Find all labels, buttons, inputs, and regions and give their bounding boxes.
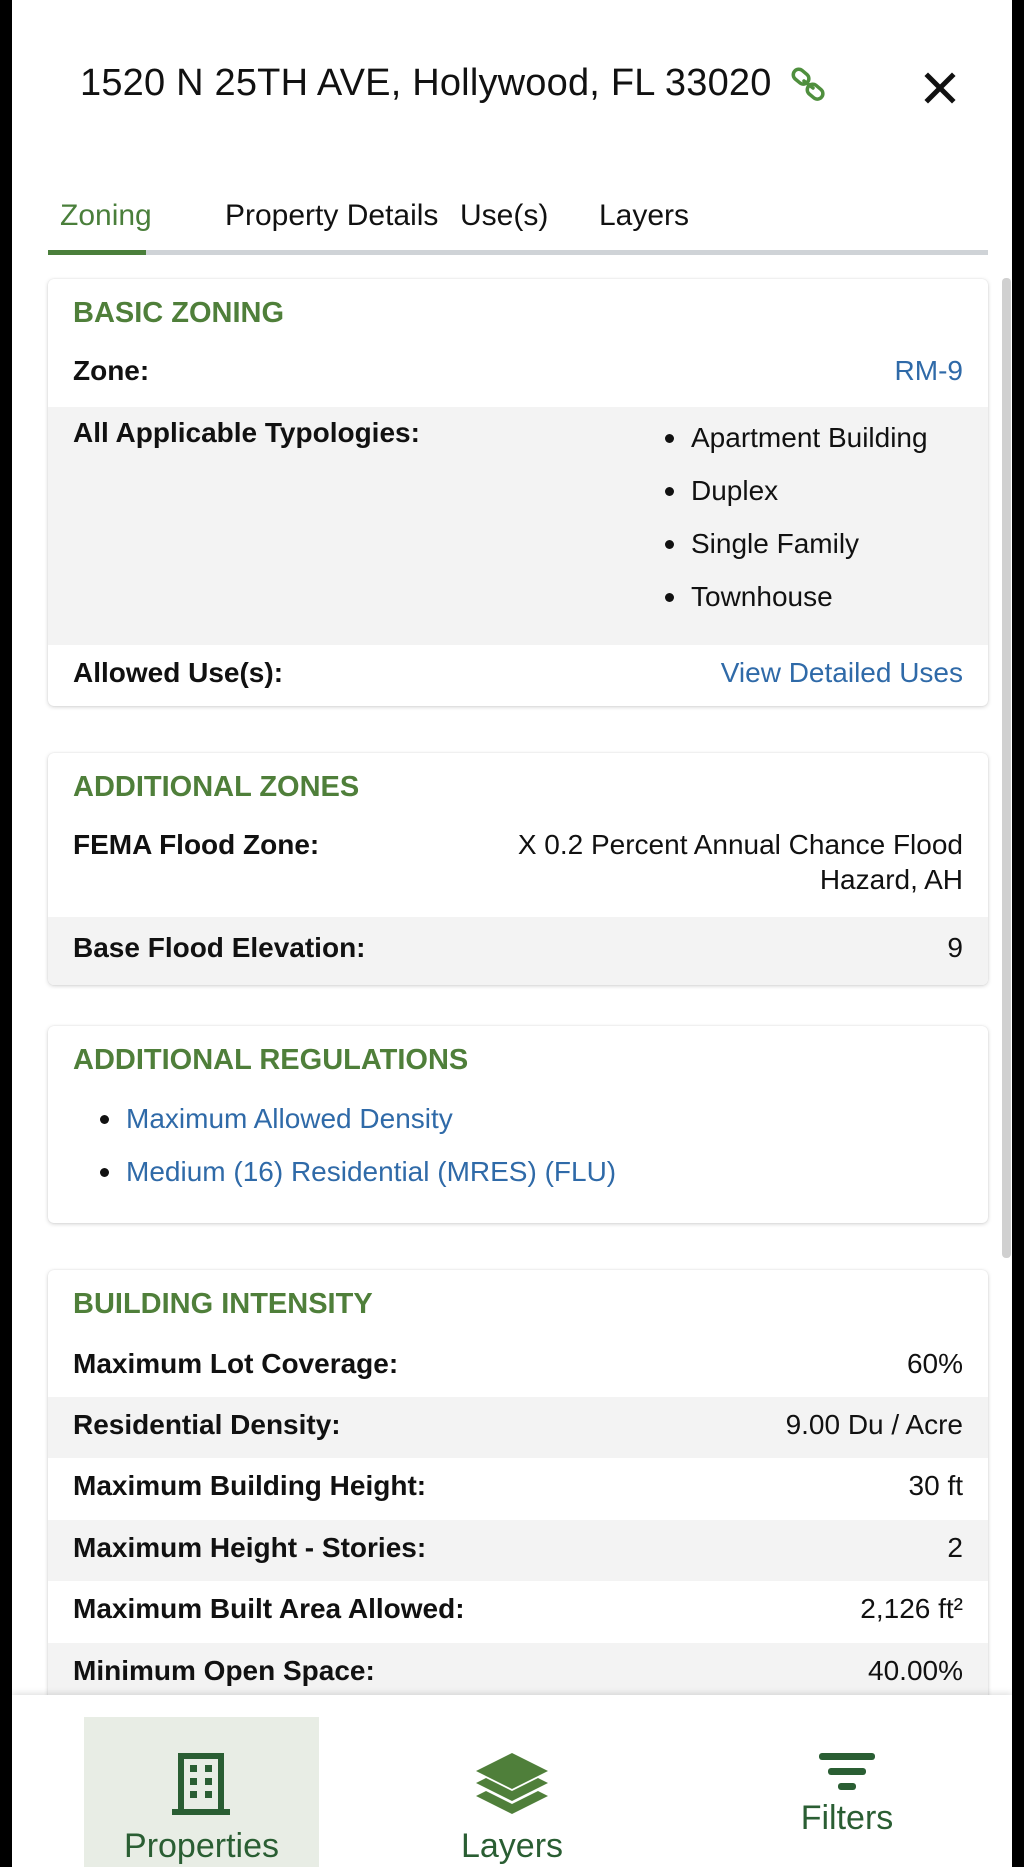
- tab-bar: [48, 195, 988, 255]
- property-address: 1520 N 25TH AVE, Hollywood, FL 33020: [80, 62, 772, 104]
- link-icon[interactable]: [790, 66, 828, 104]
- additional-zones-card: [48, 753, 988, 985]
- filter-icon: [819, 1751, 875, 1799]
- lot-coverage-label: Maximum Lot Coverage:: [73, 1348, 399, 1379]
- built-area-label: Maximum Built Area Allowed:: [73, 1593, 465, 1624]
- table-row: [48, 1397, 988, 1458]
- table-row: [48, 1581, 988, 1643]
- height-stories-label: Maximum Height - Stories:: [73, 1532, 427, 1563]
- layers-icon: [474, 1751, 550, 1817]
- nav-properties[interactable]: [84, 1717, 319, 1867]
- zone-value-link[interactable]: RM-9: [894, 355, 963, 386]
- header: [12, 0, 1012, 170]
- nav-properties-label: Properties: [124, 1827, 279, 1865]
- bottom-nav: [12, 1695, 1012, 1867]
- lot-coverage-value: 60%: [906, 1348, 963, 1379]
- typologies-label: All Applicable Typologies:: [73, 417, 420, 448]
- additional-regulations-card: [48, 1026, 988, 1223]
- table-row: [48, 1336, 988, 1397]
- fema-flood-zone-row: [48, 819, 988, 917]
- regulation-link-max-density[interactable]: Maximum Allowed Density: [98, 1092, 963, 1145]
- table-row: [48, 1520, 988, 1581]
- list-item: Apartment Building: [663, 411, 963, 464]
- tab-zoning[interactable]: Zoning: [60, 199, 152, 232]
- fema-flood-zone-value: [518, 827, 963, 897]
- list-item: Single Family: [663, 517, 963, 570]
- table-row: [48, 1458, 988, 1520]
- typologies-list: [663, 411, 963, 623]
- close-icon[interactable]: [918, 66, 962, 110]
- height-stories-value: 2: [947, 1532, 963, 1563]
- app-screen: [12, 0, 1012, 1867]
- building-icon: [172, 1751, 230, 1817]
- active-tab-indicator: [48, 250, 146, 255]
- regulations-list: [48, 1092, 988, 1198]
- additional-zones-title: ADDITIONAL ZONES: [73, 771, 360, 803]
- building-height-value: 30 ft: [908, 1470, 963, 1501]
- tab-layers[interactable]: Layers: [599, 199, 690, 232]
- allowed-uses-label: Allowed Use(s):: [73, 657, 284, 688]
- fema-flood-zone-value-line2: Hazard, AH: [819, 864, 963, 895]
- base-flood-elevation-label: Base Flood Elevation:: [73, 932, 366, 963]
- base-flood-elevation-value: 9: [947, 932, 963, 963]
- building-intensity-title: BUILDING INTENSITY: [73, 1288, 373, 1320]
- zone-label: Zone:: [73, 355, 150, 386]
- regulation-link-mres[interactable]: Medium (16) Residential (MRES) (FLU): [98, 1145, 963, 1198]
- residential-density-value: 9.00 Du / Acre: [785, 1409, 963, 1440]
- built-area-value: 2,126 ft²: [860, 1593, 963, 1624]
- allowed-uses-row: [48, 645, 988, 706]
- zoning-content[interactable]: [12, 275, 1012, 1695]
- typologies-row: [48, 407, 988, 645]
- open-space-label: Minimum Open Space:: [73, 1655, 375, 1686]
- tab-property-details[interactable]: Property Details: [225, 199, 439, 232]
- view-detailed-uses-link[interactable]: View Detailed Uses: [720, 657, 963, 688]
- open-space-value: 40.00%: [868, 1655, 963, 1686]
- nav-filters-label: Filters: [800, 1799, 894, 1837]
- residential-density-label: Residential Density:: [73, 1409, 341, 1440]
- additional-regulations-title: ADDITIONAL REGULATIONS: [73, 1044, 469, 1076]
- building-intensity-card: [48, 1270, 988, 1695]
- basic-zoning-title: BASIC ZONING: [73, 297, 285, 329]
- fema-flood-zone-value-line1: X 0.2 Percent Annual Chance Flood: [517, 829, 963, 860]
- base-flood-elevation-row: [48, 917, 988, 985]
- building-height-label: Maximum Building Height:: [73, 1470, 427, 1501]
- nav-layers[interactable]: [412, 1717, 612, 1867]
- list-item: Duplex: [663, 464, 963, 517]
- tab-uses[interactable]: Use(s): [460, 199, 549, 232]
- table-row: [48, 1643, 988, 1695]
- nav-layers-label: Layers: [460, 1827, 564, 1865]
- nav-filters[interactable]: [747, 1717, 947, 1867]
- list-item: Townhouse: [663, 570, 963, 623]
- fema-flood-zone-label: FEMA Flood Zone:: [73, 829, 320, 860]
- zone-row: [48, 345, 988, 407]
- basic-zoning-card: [48, 279, 988, 706]
